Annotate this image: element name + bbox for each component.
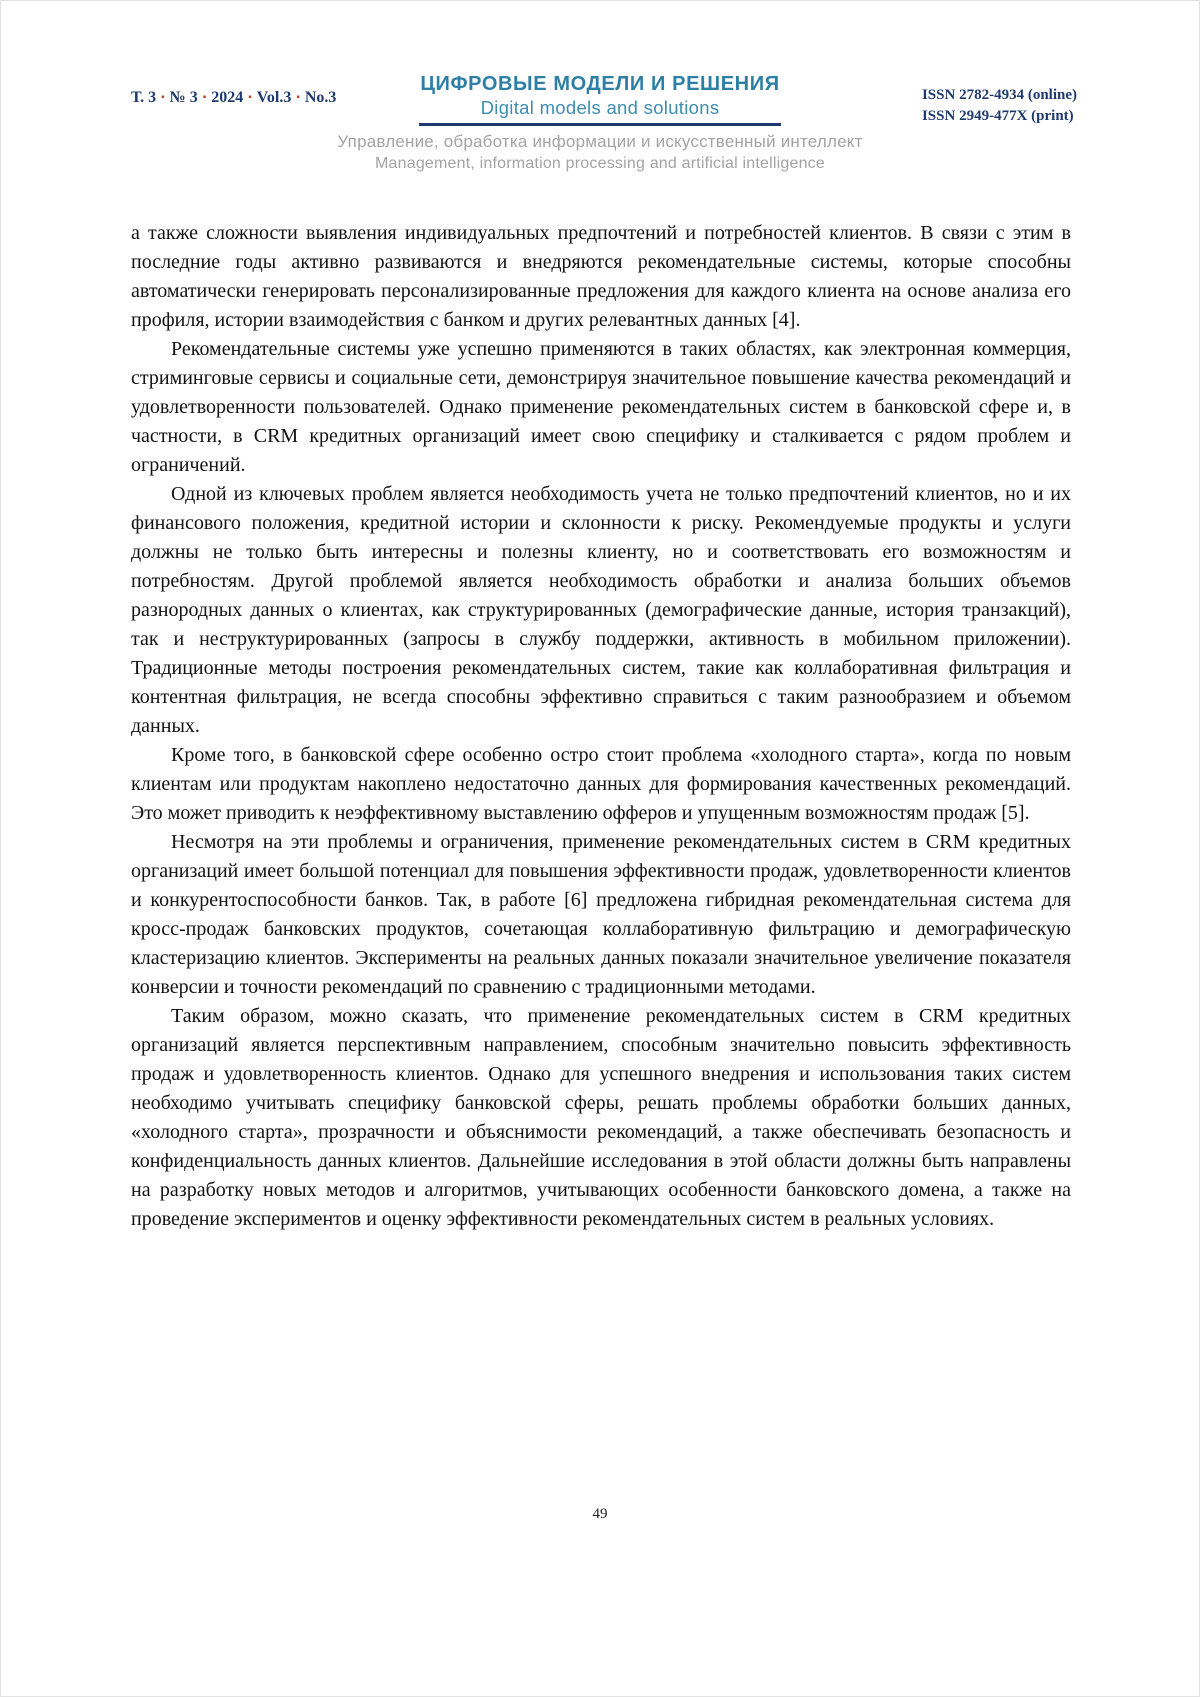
separator-dot-icon: ▪ <box>202 92 207 103</box>
volume-info-part: No.3 <box>304 89 337 106</box>
body-paragraph: Несмотря на эти проблемы и ограничения, применение рекомендательных систем в CRM кредитных организаций имеет большой потенциал для повышения эффективности продаж, удовлетворенности клиентов и конкурентоспособности банков. Так, в работе [6] предложена гибридная рекомендательная система для кросс-продаж банковских продуктов, сочетающая коллаборативную фильтрацию и демографическую кластеризацию клиентов. Эксперименты на реальных данных показали значительное увеличение показателя конверсии и точности рекомендаций по сравнению с традиционными методами. <box>131 831 1071 998</box>
separator-dot-icon: ▪ <box>296 92 300 103</box>
issn-print: ISSN 2949-477X (print) <box>921 108 1074 124</box>
volume-info-part: Vol.3 <box>256 89 292 106</box>
page-number: 49 <box>592 1506 608 1522</box>
section-title-ru: Управление, обработка информации и искусственный интеллект <box>337 132 863 151</box>
title-underline-rule <box>419 123 781 126</box>
section-title-en: Management, information processing and artificial intelligence <box>375 155 825 172</box>
volume-info-part: Т. 3 <box>131 89 157 106</box>
separator-dot-icon: ▪ <box>248 92 252 103</box>
body-paragraph: Одной из ключевых проблем является необходимость учета не только предпочтений клиентов, но и их финансового положения, кредитной истории и склонности к риску. Рекомендуемые продукты и услуги должны не только быть интересны и полезны клиенту, но и соответствовать его возможностям и потребностям. Другой проблемой является необходимость обработки и анализа больших объемов разнородных данных о клиентах, как структурированных (демографические данные, история транзакций), так и неструктурированных (запросы в службу поддержки, активность в мобильном приложении). Традиционные методы построения рекомендательных систем, такие как коллаборативная фильтрация и контентная фильтрация, не всегда способны эффективно справиться с таким разнообразием и объемом данных. <box>131 483 1071 737</box>
article-body <box>131 219 1071 1234</box>
issn-online: ISSN 2782-4934 (online) <box>921 87 1077 103</box>
issn-block <box>922 85 1077 127</box>
body-paragraph: Рекомендательные системы уже успешно применяются в таких областях, как электронная коммерция, стриминговые сервисы и социальные сети, демонстрируя значительное повышение качества рекомендаций и удовлетворенности пользователей. Однако применение рекомендательных систем в банковской сфере и, в частности, в CRM кредитных организаций имеет свою специфику и сталкивается с рядом проблем и ограничений. <box>131 338 1071 476</box>
body-paragraph: Кроме того, в банковской сфере особенно остро стоит проблема «холодного старта», когда по новым клиентам или продуктам накоплено недостаточно данных для формирования качественных рекомендаций. Это может приводить к неэффективному выставлению офферов и упущенным возможностям продаж [5]. <box>131 744 1071 824</box>
page-footer <box>1 1506 1199 1523</box>
journal-title-en: Digital models and solutions <box>480 97 720 118</box>
separator-dot-icon: ▪ <box>161 92 165 103</box>
volume-info-part: № 3 <box>169 89 198 106</box>
body-paragraph: а также сложности выявления индивидуальных предпочтений и потребностей клиентов. В связи с этим в последние годы активно развиваются и внедряются рекомендательные системы, которые способны автоматически генерировать персонализированные предложения для каждого клиента на основе анализа его профиля, истории взаимодействия с банком и других релевантных данных [4]. <box>131 222 1071 331</box>
volume-info-part: 2024 <box>211 89 244 106</box>
body-paragraph: Таким образом, можно сказать, что применение рекомендательных систем в CRM кредитных организаций является перспективным направлением, способным значительно повысить эффективность продаж и удовлетворенность клиентов. Однако для успешного внедрения и использования таких систем необходимо учитывать специфику банковской сферы, решать проблемы обработки больших данных, «холодного старта», прозрачности и объяснимости рекомендаций, а также обеспечивать безопасность и конфиденциальность данных клиентов. Дальнейшие исследования в этой области должны быть направлены на разработку новых методов и алгоритмов, учитывающих особенности банковского домена, а также на проведение экспериментов и оценку эффективности рекомендательных систем в реальных условиях. <box>131 1005 1071 1230</box>
journal-title-ru: ЦИФРОВЫЕ МОДЕЛИ И РЕШЕНИЯ <box>420 73 780 95</box>
